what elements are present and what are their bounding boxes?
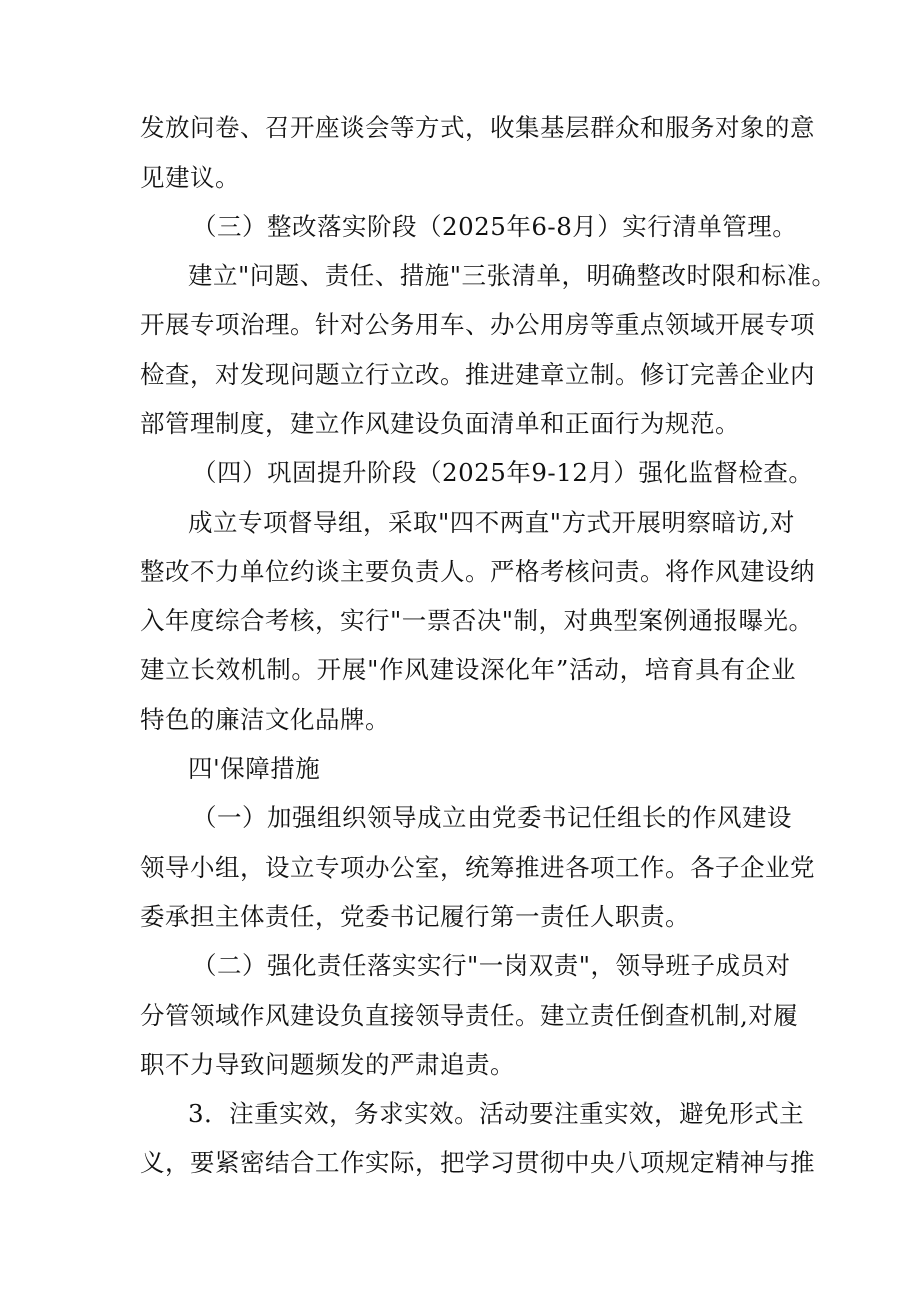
paragraph-line: 分管领域作风建设负直接领导责任。建立责任倒查机制,对履 xyxy=(140,1001,799,1030)
paragraph-line: 委承担主体责任，党委书记履行第一责任人职责。 xyxy=(140,902,690,931)
paragraph-line: 领导小组，设立专项办公室，统筹推进各项工作。各子企业党 xyxy=(140,853,815,882)
paragraph-line: 整改不力单位约谈主要负责人。严格考核问责。将作风建设纳 xyxy=(140,557,815,586)
section-heading-4: （四）巩固提升阶段（2025年9-12月）强化监督检查。 xyxy=(192,458,814,487)
paragraph-line: 部管理制度，建立作风建设负面清单和正面行为规范。 xyxy=(140,409,740,438)
paragraph-line: 义，要紧密结合工作实际，把学习贯彻中央八项规定精神与推 xyxy=(140,1148,815,1177)
paragraph-line: 发放问卷、召开座谈会等方式，收集基层群众和服务对象的意 xyxy=(140,113,815,142)
paragraph-line: （一）加强组织领导成立由党委书记任组长的作风建设 xyxy=(192,803,792,832)
section-heading-3: （三）整改落实阶段（2025年6-8月）实行清单管理。 xyxy=(192,212,798,241)
paragraph-line: 建立"问题、责任、措施"三张清单，明确整改时限和标准。 xyxy=(188,261,837,290)
paragraph-line: 3．注重实效，务求实效。活动要注重实效，避免形式主 xyxy=(188,1099,805,1128)
paragraph-line: （二）强化责任落实实行"一岗双责"，领导班子成员对 xyxy=(192,951,791,980)
paragraph-line: 职不力导致问题频发的严肃追责。 xyxy=(140,1050,515,1079)
paragraph-line: 成立专项督导组，采取"四不两直"方式开展明察暗访,对 xyxy=(188,508,795,537)
paragraph-line: 特色的廉洁文化品牌。 xyxy=(140,705,390,734)
paragraph-line: 检查，对发现问题立行立改。推进建章立制。修订完善企业内 xyxy=(140,360,815,389)
paragraph-line: 建立长效机制。开展"作风建设深化年”活动，培育具有企业 xyxy=(140,655,796,684)
paragraph-line: 入年度综合考核，实行"一票否决"制，对典型案例通报曝光。 xyxy=(140,606,814,635)
paragraph-line: 开展专项治理。针对公务用车、办公用房等重点领域开展专项 xyxy=(140,310,815,339)
paragraph-line: 见建议。 xyxy=(140,163,240,192)
section-title-safeguards: 四'保障措施 xyxy=(188,754,321,783)
